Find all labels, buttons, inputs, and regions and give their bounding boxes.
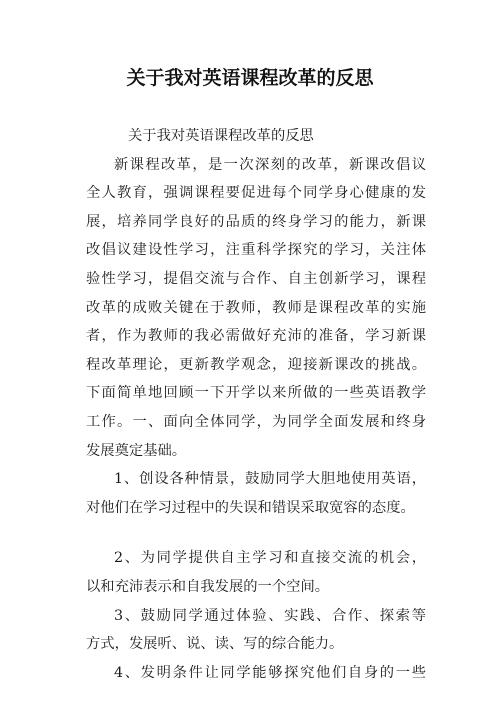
body-line: 展，培养同学良好的品质的终身学习的能力，新课	[86, 213, 426, 230]
body-line: 工作。一、面向全体同学，为同学全面发展和终身	[86, 413, 426, 430]
body-line: 以和充沛表示和自我发展的一个空间。	[86, 578, 330, 595]
body-line: 程改革理论，更新教学观念，迎接新课改的挑战。	[86, 356, 426, 373]
body-line: 下面简单地回顾一下开学以来所做的一些英语教学	[86, 385, 426, 402]
body-line: 4、发明条件让同学能够探究他们自身的一些	[114, 664, 426, 681]
body-line: 改倡议建设性学习，注重科学探究的学习，关注体	[86, 242, 426, 259]
body-line: 关于我对英语课程改革的反思	[128, 128, 314, 144]
body-line: 改革的成败关键在于教师，教师是课程改革的实施	[86, 299, 426, 316]
body-line: 2、为同学提供自主学习和直接交流的机会，	[114, 550, 426, 567]
body-line: 者，作为教师的我必需做好充沛的准备，学习新课	[86, 328, 426, 345]
document-title: 关于我对英语课程改革的反思	[126, 67, 374, 89]
body-line: 全人教育，强调课程要促进每个同学身心健康的发	[86, 185, 426, 202]
body-line: 验性学习，提倡交流与合作、自主创新学习，课程	[86, 270, 426, 287]
body-line: 新课程改革，是一次深刻的改革，新课改倡议	[114, 156, 426, 173]
body-line: 对他们在学习过程中的失误和错误采取宽容的态度。	[86, 499, 415, 516]
document-body	[86, 122, 426, 687]
body-line: 方式，发展听、说、读、写的综合能力。	[86, 636, 344, 653]
body-line: 1、创设各种情景，鼓励同学大胆地使用英语，	[114, 471, 426, 488]
body-line: 3、鼓励同学通过体验、实践、合作、探索等	[114, 607, 426, 624]
body-line: 发展奠定基础。	[86, 442, 187, 459]
